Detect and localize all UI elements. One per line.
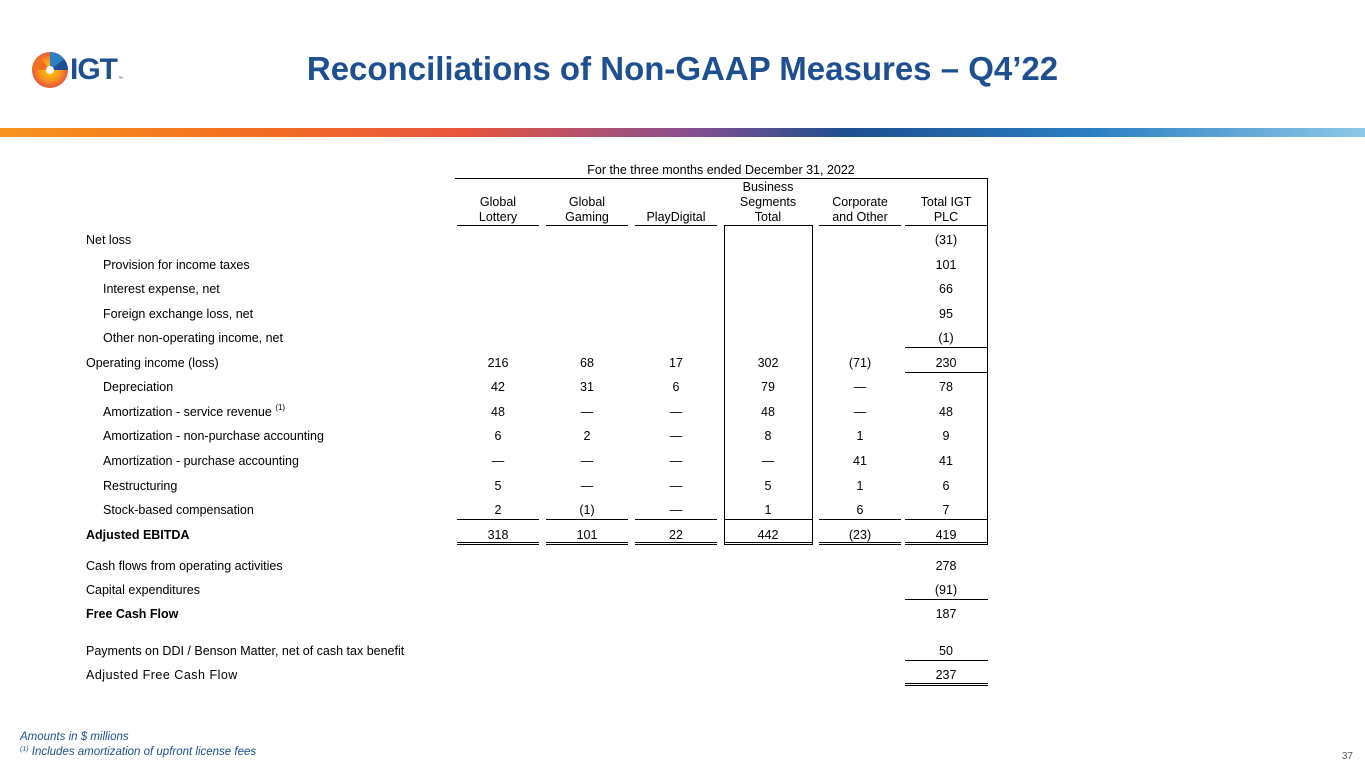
cell-global-lottery: 2 xyxy=(494,503,502,517)
cell-global-lottery: — xyxy=(491,454,505,468)
column-header-line: Corporate xyxy=(832,195,888,209)
column-underline xyxy=(546,225,628,226)
column-header-playdigital xyxy=(635,210,717,225)
column-header-line: Total IGT xyxy=(920,195,972,209)
column-header-line: Global xyxy=(479,195,517,209)
total-double-rule xyxy=(905,683,988,686)
cell-corporate-other: — xyxy=(853,380,867,394)
row-label-foreign-exchange-loss: Foreign exchange loss, net xyxy=(103,307,254,321)
column-header-line: Business xyxy=(742,180,794,194)
column-underline xyxy=(905,225,988,226)
subtotal-rule xyxy=(635,519,717,520)
subtotal-rule xyxy=(819,519,901,520)
total-double-rule xyxy=(457,542,539,545)
row-label-stock-based-compensation: Stock-based compensation xyxy=(103,503,254,517)
cell-playdigital: — xyxy=(669,429,683,443)
footnote-text: Includes amortization of upfront license fees xyxy=(28,746,257,758)
cell-total: 78 xyxy=(939,380,953,394)
cell-global-gaming: 2 xyxy=(583,429,591,443)
row-label-cash-flows-operating: Cash flows from operating activities xyxy=(86,559,283,573)
column-header-line: and Other xyxy=(832,210,888,224)
column-header-line: PLC xyxy=(933,210,959,224)
row-label-free-cash-flow: Free Cash Flow xyxy=(86,607,179,621)
cell-playdigital: 22 xyxy=(669,528,683,542)
business-segments-box-right xyxy=(812,225,813,545)
cell-global-lottery: 5 xyxy=(494,479,502,493)
row-label-restructuring: Restructuring xyxy=(103,479,178,493)
row-label-amortization-purchase: Amortization - purchase accounting xyxy=(103,454,299,468)
column-header-line: Global xyxy=(568,195,606,209)
logo-trademark: ™ xyxy=(118,76,123,82)
cell-corporate-other: (23) xyxy=(848,528,872,542)
cell-global-gaming: 31 xyxy=(580,380,594,394)
column-header-line: Segments xyxy=(739,195,797,209)
column-header-total-igt-plc xyxy=(905,195,987,225)
cell-corporate-other: (71) xyxy=(848,356,872,370)
subtotal-rule xyxy=(546,519,628,520)
row-label-operating-income: Operating income (loss) xyxy=(86,356,219,370)
cell-business-segments-total: 1 xyxy=(764,503,772,517)
cell-corporate-other: 6 xyxy=(856,503,864,517)
footnote-1 xyxy=(20,746,256,758)
subtotal-rule xyxy=(724,519,813,520)
cell-total: 419 xyxy=(935,528,957,542)
row-label-provision-income-taxes: Provision for income taxes xyxy=(103,258,250,272)
cell-total: (1) xyxy=(938,331,954,345)
cell-playdigital: 6 xyxy=(672,380,680,394)
column-header-line: Lottery xyxy=(478,210,518,224)
row-label-depreciation: Depreciation xyxy=(103,380,174,394)
column-header-line: PlayDigital xyxy=(646,210,706,224)
row-label-interest-expense: Interest expense, net xyxy=(103,282,220,296)
total-rule-after-operating-income xyxy=(905,372,988,373)
cell-total: 66 xyxy=(939,282,953,296)
period-header-rule xyxy=(455,178,988,179)
row-label-adjusted-free-cash-flow: Adjusted Free Cash Flow xyxy=(86,668,238,682)
cell-total: (91) xyxy=(934,583,958,597)
cell-playdigital: — xyxy=(669,405,683,419)
cell-global-lottery: 318 xyxy=(487,528,509,542)
cell-total: 9 xyxy=(942,429,950,443)
cell-playdigital: — xyxy=(669,479,683,493)
header-color-stripe xyxy=(0,128,1365,137)
cell-total: 237 xyxy=(935,668,957,682)
cell-total: 48 xyxy=(939,405,953,419)
subtotal-rule xyxy=(457,519,539,520)
logo-text: IGT xyxy=(70,53,117,86)
total-column-box-right xyxy=(987,178,988,545)
row-label-capital-expenditures: Capital expenditures xyxy=(86,583,200,597)
cell-business-segments-total: 79 xyxy=(761,380,775,394)
row-label-amortization-service-revenue xyxy=(103,405,285,419)
column-header-business-segments-total xyxy=(727,180,809,225)
cell-business-segments-total: — xyxy=(761,454,775,468)
cell-global-lottery: 6 xyxy=(494,429,502,443)
total-double-rule xyxy=(635,542,717,545)
period-header: For the three months ended December 31, 2022 xyxy=(587,163,855,177)
row-label-text: Amortization - service revenue xyxy=(103,405,272,419)
cell-global-gaming: 101 xyxy=(576,528,598,542)
row-label-net-loss: Net loss xyxy=(86,233,132,247)
subtotal-rule xyxy=(905,660,988,661)
cell-playdigital: 17 xyxy=(669,356,683,370)
footnote-amounts: Amounts in $ millions xyxy=(20,731,129,743)
cell-global-lottery: 216 xyxy=(487,356,509,370)
row-label-ddi-benson-payments: Payments on DDI / Benson Matter, net of cash tax benefit xyxy=(86,644,405,658)
row-label-adjusted-ebitda: Adjusted EBITDA xyxy=(86,528,190,542)
cell-playdigital: — xyxy=(669,503,683,517)
cell-total: 6 xyxy=(942,479,950,493)
cell-business-segments-total: 302 xyxy=(757,356,779,370)
subtotal-rule xyxy=(905,519,988,520)
cell-corporate-other: 41 xyxy=(853,454,867,468)
page-title: Reconciliations of Non-GAAP Measures – Q4’22 xyxy=(306,50,1059,87)
cell-total: 230 xyxy=(935,356,957,370)
cell-total: 187 xyxy=(935,607,957,621)
row-label-other-non-operating: Other non-operating income, net xyxy=(103,331,283,345)
footnote-marker: (1) xyxy=(20,746,29,753)
column-header-global-lottery xyxy=(457,195,539,225)
column-underline xyxy=(819,225,901,226)
cell-global-gaming: 68 xyxy=(580,356,594,370)
column-underline xyxy=(724,225,813,226)
column-header-line: Total xyxy=(754,210,782,224)
total-rule-before-operating-income xyxy=(905,347,988,348)
column-underline xyxy=(457,225,539,226)
cell-global-lottery: 42 xyxy=(491,380,505,394)
footnote-marker: (1) xyxy=(275,403,286,412)
cell-total: 7 xyxy=(942,503,950,517)
business-segments-box-left xyxy=(724,225,725,545)
cell-corporate-other: 1 xyxy=(856,479,864,493)
total-double-rule xyxy=(905,542,988,545)
column-underline xyxy=(635,225,717,226)
page-number: 37 xyxy=(1341,751,1353,762)
cell-business-segments-total: 442 xyxy=(757,528,779,542)
cell-total: 50 xyxy=(939,644,953,658)
column-header-corporate-other xyxy=(819,195,901,225)
cell-total: 95 xyxy=(939,307,953,321)
total-double-rule xyxy=(819,542,901,545)
cell-business-segments-total: 5 xyxy=(764,479,772,493)
cell-global-lottery: 48 xyxy=(491,405,505,419)
cell-global-gaming: — xyxy=(580,405,594,419)
subtotal-rule xyxy=(905,599,988,600)
cell-total: 41 xyxy=(939,454,953,468)
cell-business-segments-total: 48 xyxy=(761,405,775,419)
cell-total: 101 xyxy=(935,258,957,272)
cell-global-gaming: — xyxy=(580,479,594,493)
row-label-amortization-non-purchase: Amortization - non-purchase accounting xyxy=(103,429,324,443)
cell-total: 278 xyxy=(935,559,957,573)
cell-corporate-other: 1 xyxy=(856,429,864,443)
total-double-rule xyxy=(724,542,813,545)
cell-corporate-other: — xyxy=(853,405,867,419)
total-double-rule xyxy=(546,542,628,545)
column-header-line: Gaming xyxy=(565,210,609,224)
cell-business-segments-total: 8 xyxy=(764,429,772,443)
cell-global-gaming: — xyxy=(580,454,594,468)
cell-playdigital: — xyxy=(669,454,683,468)
cell-total: (31) xyxy=(934,233,958,247)
cell-global-gaming: (1) xyxy=(579,503,595,517)
column-header-global-gaming xyxy=(546,195,628,225)
